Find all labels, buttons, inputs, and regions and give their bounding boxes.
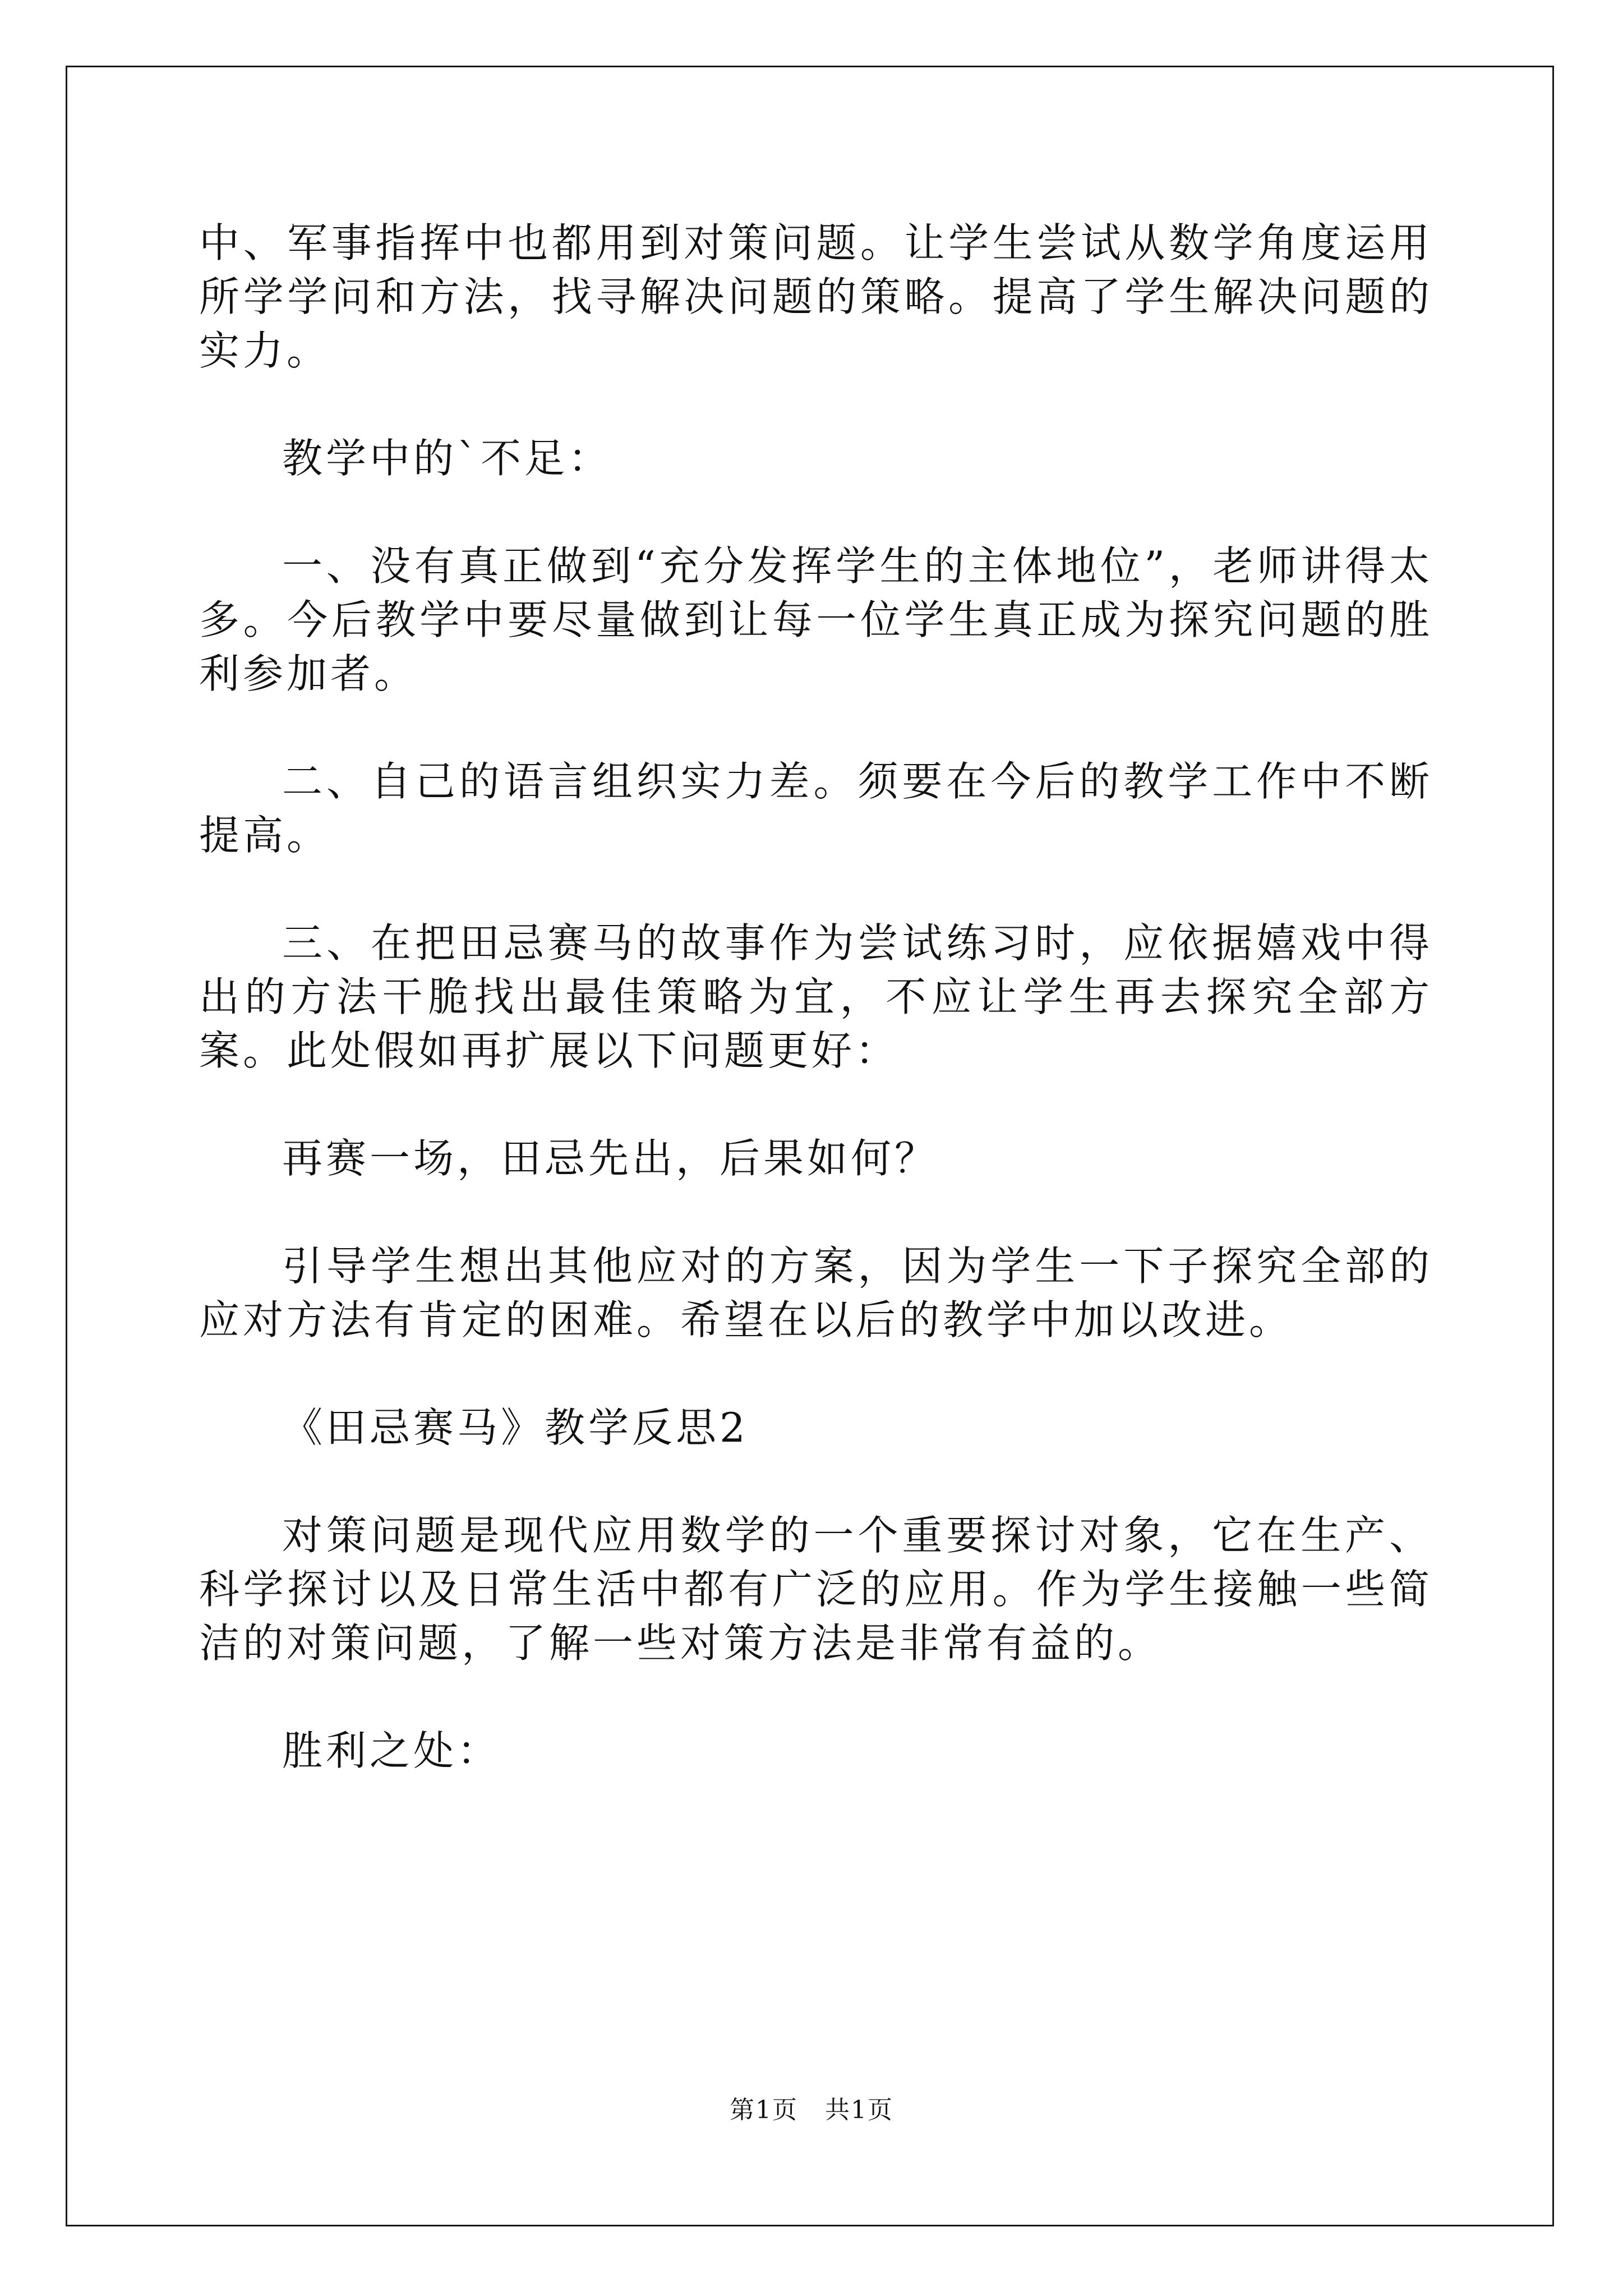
paragraph-1: 中、军事指挥中也都用到对策问题。让学生尝试从数学角度运用所学学问和方法，找寻解决问题的策略。提高了学生解决问题的实力。 [199, 219, 1433, 374]
section-heading: 《田忌赛马》教学反思2 [282, 1404, 749, 1451]
paragraph-3: 一、没有真正做到“充分发挥学生的主体地位”，老师讲得太多。今后教学中要尽量做到让每一位学生真正成为探究问题的胜利参加者。 [199, 542, 1433, 697]
paragraph-2: 教学中的`不足： [282, 435, 612, 482]
document-body [199, 216, 1433, 1778]
page-number: 第1页 [730, 2096, 799, 2124]
paragraph-9: 对策问题是现代应用数学的一个重要探讨对象，它在生产、科学探讨以及日常生活中都有广泛的应用。作为学生接触一些简洁的对策问题，了解一些对策方法是非常有益的。 [199, 1512, 1433, 1667]
paragraph-4: 二、自己的语言组织实力差。须要在今后的教学工作中不断提高。 [199, 758, 1433, 859]
total-pages: 共1页 [824, 2096, 893, 2124]
paragraph-7: 引导学生想出其他应对的方案，因为学生一下子探究全部的应对方法有肯定的困难。希望在以后的教学中加以改进。 [199, 1243, 1433, 1343]
paragraph-10: 胜利之处： [282, 1727, 501, 1774]
page-footer [0, 2090, 1623, 2125]
paragraph-5: 三、在把田忌赛马的故事作为尝试练习时，应依据嬉戏中得出的方法干脆找出最佳策略为宜，不应让学生再去探究全部方案。此处假如再扩展以下问题更好： [199, 919, 1433, 1074]
paragraph-6: 再赛一场，田忌先出，后果如何？ [282, 1135, 939, 1182]
